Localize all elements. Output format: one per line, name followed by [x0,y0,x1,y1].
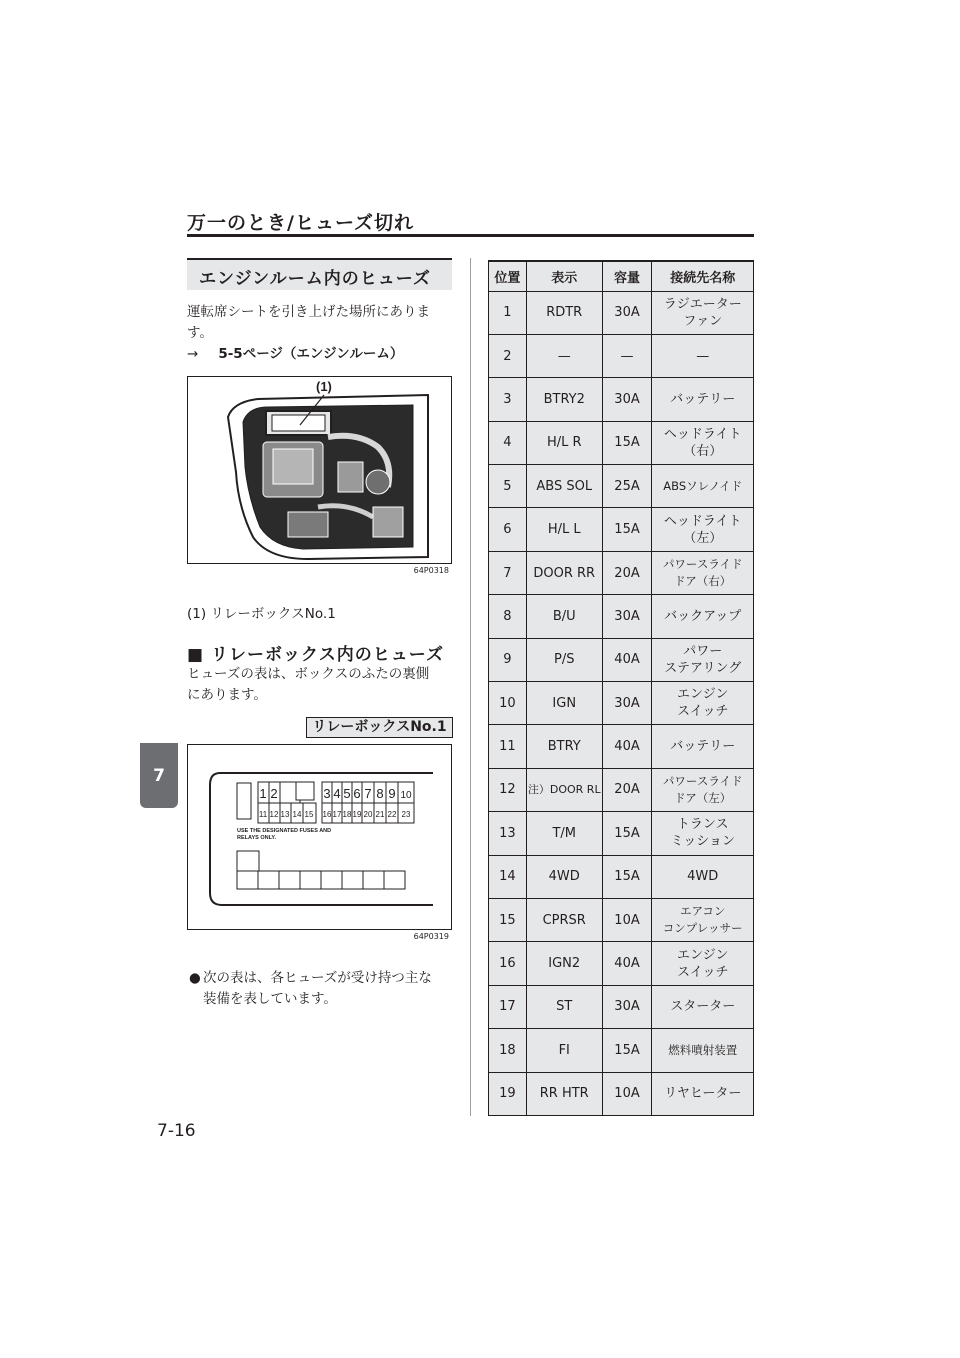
page-title: 万一のとき/ヒューズ切れ [187,212,414,234]
header-position: 位置 [489,261,527,291]
engine-room-illustration [188,377,451,563]
subheading: ■ リレーボックス内のヒューズ [187,645,444,665]
fuse-number: 15 [304,810,314,819]
table-row [489,768,754,811]
fuse-number: 14 [292,810,302,819]
cell-capacity: 30A [602,378,652,421]
cell-position: 9 [489,638,527,681]
cell-capacity: 30A [602,985,652,1028]
cell-capacity: 15A [602,508,652,551]
sub-text [187,664,457,706]
cell-label: BTRY [526,725,602,768]
cell-connection: エンジン スイッチ [652,682,754,725]
cell-label: H/L R [526,421,602,464]
cell-connection: エアコン コンプレッサー [652,898,754,941]
cell-position: 5 [489,465,527,508]
header-label: 表示 [526,261,602,291]
fuse-number: 10 [400,790,412,801]
cell-position: 7 [489,551,527,594]
cell-position: 19 [489,1072,527,1115]
table-row [489,465,754,508]
table-row [489,1072,754,1115]
figure-code: 64P0319 [413,932,449,941]
fuse-number: 9 [388,786,396,801]
arrow-icon: → [187,346,199,362]
page-number: 7-16 [157,1121,196,1141]
table-row [489,421,754,464]
table-row [489,985,754,1028]
cell-connection: 4WD [652,855,754,898]
relay-notice-line2: RELAYS ONLY. [237,835,277,841]
intro-line: す。 [187,325,213,341]
cell-position: 3 [489,378,527,421]
cell-connection: ABSソレノイド [652,465,754,508]
cell-position: 8 [489,595,527,638]
cell-position: 10 [489,682,527,725]
fuse-number: 17 [332,810,342,819]
fuse-number: 1 [259,786,267,801]
cell-position: 2 [489,334,527,377]
cell-capacity: 40A [602,638,652,681]
column-divider [470,258,471,1116]
fuse-table-body [489,291,754,1115]
header-connection: 接続先名称 [652,261,754,291]
cell-label: 4WD [526,855,602,898]
cell-connection: — [652,334,754,377]
intro-line: 運転席シートを引き上げた場所にありま [187,304,430,320]
cell-label: RDTR [526,291,602,334]
table-row [489,378,754,421]
fuse-number: 11 [258,810,268,819]
cell-label: IGN [526,682,602,725]
cell-connection: ヘッドライト （左） [652,508,754,551]
cell-capacity: 15A [602,855,652,898]
cell-connection: ヘッドライト （右） [652,421,754,464]
cell-connection: バックアップ [652,595,754,638]
cell-capacity: 10A [602,898,652,941]
cell-position: 13 [489,812,527,855]
figure-callout: (1) [316,379,332,394]
bullet-icon: ● [189,970,201,986]
intro-text [187,302,457,344]
cell-capacity: 10A [602,1072,652,1115]
cell-capacity: 25A [602,465,652,508]
cell-label: ABS SOL [526,465,602,508]
reference-link[interactable]: 5-5ページ（エンジンルーム） [218,346,404,362]
cell-capacity: 15A [602,812,652,855]
figure-code: 64P0318 [413,566,449,575]
cell-connection: スターター [652,985,754,1028]
cell-label: FI [526,1029,602,1072]
cell-label: CPRSR [526,898,602,941]
cell-connection: ラジエーター ファン [652,291,754,334]
cell-position: 1 [489,291,527,334]
figure-caption: (1) リレーボックスNo.1 [187,606,336,622]
table-row [489,638,754,681]
cell-label: DOOR RR [526,551,602,594]
cell-capacity: 30A [602,291,652,334]
table-row [489,855,754,898]
cell-position: 14 [489,855,527,898]
cell-connection: トランス ミッション [652,812,754,855]
fuse-number: 6 [353,786,361,801]
cell-label: 注）DOOR RL [526,768,602,811]
cell-label: BTRY2 [526,378,602,421]
page-reference[interactable] [187,342,403,362]
cell-connection: バッテリー [652,725,754,768]
cell-capacity: 30A [602,595,652,638]
cell-connection: パワースライド ドア（右） [652,551,754,594]
table-row [489,595,754,638]
table-row [489,291,754,334]
fuse-number: 4 [333,786,341,801]
cell-capacity: 20A [602,551,652,594]
cell-capacity: 40A [602,725,652,768]
cell-capacity: 30A [602,682,652,725]
fuse-number: 16 [322,810,332,819]
cell-position: 4 [489,421,527,464]
cell-label: P/S [526,638,602,681]
relay-box-label: リレーボックスNo.1 [306,717,453,738]
cell-label: H/L L [526,508,602,551]
table-header-row [489,261,754,291]
table-row [489,1029,754,1072]
bullet-line: 装備を表しています。 [203,991,337,1007]
cell-label: IGN2 [526,942,602,985]
table-row [489,682,754,725]
cell-capacity: 20A [602,768,652,811]
table-row [489,551,754,594]
cell-position: 18 [489,1029,527,1072]
cell-position: 17 [489,985,527,1028]
fuse-number: 7 [364,786,372,801]
cell-position: 15 [489,898,527,941]
bullet-note [189,968,457,1010]
fuse-number: 13 [280,810,290,819]
cell-position: 12 [489,768,527,811]
cell-connection: エンジン スイッチ [652,942,754,985]
bullet-line: 次の表は、各ヒューズが受け持つ主な [203,970,432,986]
relay-notice-line1: USE THE DESIGNATED FUSES AND [237,828,332,834]
cell-label: — [526,334,602,377]
fuse-number: 3 [323,786,331,801]
cell-capacity: — [602,334,652,377]
sub-text-line: にあります。 [187,687,267,703]
fuse-number: 19 [352,810,362,819]
cell-capacity: 40A [602,942,652,985]
cell-capacity: 15A [602,1029,652,1072]
fuse-number: 20 [363,810,373,819]
table-row [489,898,754,941]
cell-position: 11 [489,725,527,768]
title-rule [187,234,754,237]
table-row [489,812,754,855]
sub-text-line: ヒューズの表は、ボックスのふたの裏側 [187,666,430,682]
cell-connection: パワー ステアリング [652,638,754,681]
table-row [489,334,754,377]
cell-connection: バッテリー [652,378,754,421]
fuse-table [488,260,754,1116]
cell-label: ST [526,985,602,1028]
fuse-number: 18 [342,810,352,819]
chapter-tab[interactable]: 7 [140,743,178,808]
cell-label: T/M [526,812,602,855]
relay-box-figure [187,744,452,941]
fuse-number: 5 [343,786,351,801]
fuse-number: 12 [269,810,279,819]
section-heading: エンジンルーム内のヒューズ [187,258,452,290]
table-row [489,508,754,551]
cell-capacity: 15A [602,421,652,464]
cell-label: RR HTR [526,1072,602,1115]
fuse-number: 21 [375,810,385,819]
cell-label: B/U [526,595,602,638]
cell-connection: リヤヒーター [652,1072,754,1115]
cell-connection: パワースライド ドア（左） [652,768,754,811]
cell-position: 16 [489,942,527,985]
fuse-number: 2 [270,786,278,801]
cell-position: 6 [489,508,527,551]
relay-box-diagram [188,745,451,929]
fuse-number: 22 [387,810,397,819]
table-row [489,942,754,985]
engine-room-figure [187,376,452,575]
header-capacity: 容量 [602,261,652,291]
fuse-number: 23 [401,810,411,819]
table-row [489,725,754,768]
cell-connection: 燃料噴射装置 [652,1029,754,1072]
fuse-number: 8 [376,786,384,801]
